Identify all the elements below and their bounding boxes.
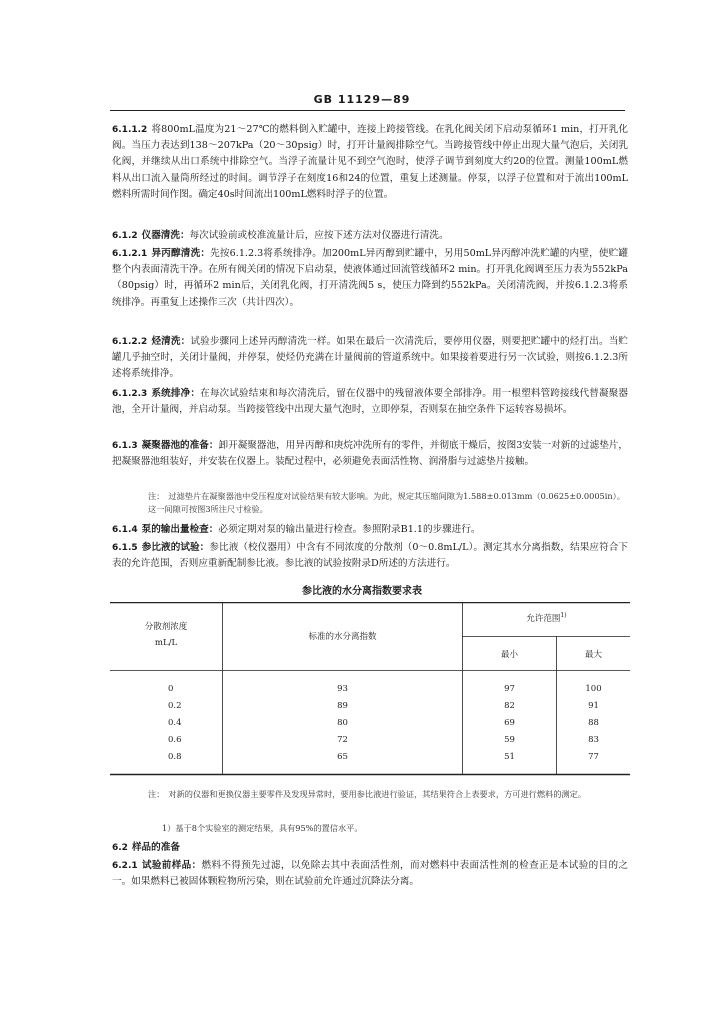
concentration-cell: 0 bbox=[168, 684, 174, 694]
note-text: 对新的仪器和更换仪器主要零件及发现异常时，要用参比液进行验证，其结果符合上表要求，方可进行燃料的测定。 bbox=[168, 789, 586, 799]
clause-number: 6.1.1.2 bbox=[112, 125, 148, 135]
para-6-1-2 bbox=[112, 228, 628, 244]
clause-text: 必须定期对泵的输出量进行检查。参照附录B1.1的步骤进行。 bbox=[218, 524, 481, 535]
note-text: 过滤垫片在凝聚器池中受压程度对试验结果有较大影响。为此，规定其压缩间隙为1.588±0.013mm（0.0625±0.0005in）。这一间隙可按图3所注尺寸检验。 bbox=[148, 491, 625, 514]
clause-text: 卸开凝聚器池，用异丙醇和庚烷冲洗所有的零件，并彻底干燥后，按图3安装一对新的过滤垫片，把凝聚器池组装好，并安装在仪器上。装配过程中，必须避免表面活性物、润滑脂与过滤垫片接触。 bbox=[112, 440, 629, 468]
header-min: 最小 bbox=[500, 650, 518, 660]
clause-number: 6.2 bbox=[112, 843, 128, 853]
concentration-cell: 0.6 bbox=[168, 735, 182, 745]
note-filter-gap bbox=[148, 490, 630, 516]
para-6-1-2-2 bbox=[112, 334, 628, 383]
para-6-2-1 bbox=[112, 858, 628, 890]
min-cell: 97 bbox=[504, 684, 515, 694]
header-allowable-range bbox=[463, 612, 630, 624]
clause-text: 先按6.1.2.3将系统排净。加200mL异丙醇到贮罐中，另用50mL异丙醇冲洗贮罐的内壁，使贮罐整个内表面清洗干净。在所有阀关闭的情况下启动泵，使液体通过回流管线循环2 min。打开乳化阀调至压力表为552kPa（80psig）时，再循环2 min后，关闭乳化阀，打开清洗阀5 s，使压力降到约552kPa。关闭清洗阀，并按6.1.2.3将系统排净。再重复上述操作三次（共计四次）。 bbox=[112, 248, 628, 308]
note-verification bbox=[148, 788, 630, 801]
clause-text: 燃料不得预先过滤，以免除去其中表面活性剂，而对燃料中表面活性剂的检查正是本试验的目的之一。如果燃料已被固体颗粒物所污染，则在试验前允许通过沉降法分离。 bbox=[112, 860, 629, 888]
reference-fluid-table bbox=[110, 602, 630, 776]
header-max: 最大 bbox=[584, 650, 602, 660]
note-label: 注： bbox=[148, 789, 165, 799]
min-cell: 51 bbox=[504, 752, 515, 762]
standard-index-cell: 93 bbox=[337, 684, 348, 694]
footnote: 1）基于8个实验室的测定结果，具有95%的置信水平。 bbox=[162, 823, 363, 833]
clause-title: 试验前样品： bbox=[141, 860, 202, 871]
clause-title: 异丙醇清洗： bbox=[151, 248, 211, 259]
min-cell: 82 bbox=[504, 701, 515, 711]
clause-number: 6.1.2 bbox=[112, 231, 138, 241]
range-label: 允许范围 bbox=[526, 614, 561, 624]
header-standard-index: 标准的水分离指数 bbox=[308, 632, 377, 642]
header-rule bbox=[110, 110, 625, 111]
clause-title: 烃清洗： bbox=[151, 336, 191, 347]
header-concentration: 分散剂浓度 bbox=[144, 622, 188, 632]
clause-text: 试验步骤同上述异丙醇清洗一样。如果在最后一次清洗后，要停用仪器，则要把贮罐中的烃打出。当贮罐几乎抽空时，关闭计量阀，并停泵，使烃仍充满在计量阀前的管道系统中。如果接着要进行另一次试验，则按6.1.2.3所述将系统排净。 bbox=[112, 336, 629, 380]
para-6-1-2-3 bbox=[112, 386, 628, 418]
clause-number: 6.1.2.3 bbox=[112, 389, 148, 399]
para-6-1-5 bbox=[112, 540, 628, 572]
clause-number: 6.1.2.2 bbox=[112, 337, 148, 347]
para-6-1-4 bbox=[112, 522, 628, 538]
clause-text: 将800mL温度为21～27℃的燃料倒入贮罐中，连接上跨接管线。在乳化阀关闭下启动泵循环1 min，打开乳化阀。当压力表达到138～207kPa（20～30psig）时，打开计量阀排除空气。当跨接管线中停止出现大量气泡后，关闭乳化阀，并继续从出口系统中排除空气。当浮子流量计见不到空气泡时，使浮子调节到刻度大约20的位置。测量100mL燃料从出口流入量筒所经过的时间。调节浮子在刻度16和24的位置，重复上述测量。停泵，以浮子位置和对于流出100mL燃料所需时间作图。确定40s时间流出100mL燃料时浮子的位置。 bbox=[112, 124, 628, 200]
clause-title: 系统排净： bbox=[151, 388, 201, 399]
max-cell: 77 bbox=[588, 752, 599, 762]
clause-number: 6.1.4 bbox=[112, 525, 138, 535]
para-6-1-1-2 bbox=[112, 122, 628, 203]
concentration-cell: 0.8 bbox=[168, 752, 182, 762]
concentration-cell: 0.4 bbox=[168, 718, 182, 728]
range-footnote-ref: 1) bbox=[560, 612, 567, 620]
standard-index-cell: 89 bbox=[337, 701, 348, 711]
max-cell: 100 bbox=[585, 684, 602, 694]
clause-text: 每次试验前或校准流量计后，应按下述方法对仪器进行清洗。 bbox=[189, 230, 449, 241]
clause-title: 凝聚器池的准备： bbox=[141, 440, 219, 451]
clause-text: 在每次试验结束和每次清洗后，留在仪器中的残留液体要全部排净。用一根塑料管跨接线代替凝聚器池，全开计量阀，并启动泵。当跨接管线中出现大量气泡时，立即停泵，否则泵在抽空条件下运转容易损坏。 bbox=[112, 388, 629, 416]
clause-title: 样品的准备 bbox=[131, 842, 180, 853]
para-6-2 bbox=[112, 840, 628, 856]
clause-number: 6.1.3 bbox=[112, 441, 138, 451]
clause-number: 6.2.1 bbox=[112, 861, 138, 871]
standard-index-cell: 72 bbox=[337, 735, 348, 745]
min-cell: 69 bbox=[504, 718, 515, 728]
clause-title: 参比液的试验： bbox=[141, 542, 210, 553]
clause-text: 参比液（校仪器用）中含有不同浓度的分散剂（0～0.8mL/L）。测定其水分离指数，结果应符合下表的允许范围，否则应重新配制参比液。参比液的试验按附录D所述的方法进行。 bbox=[112, 542, 628, 570]
header-concentration-unit: mL/L bbox=[154, 638, 178, 648]
para-6-1-2-1 bbox=[112, 246, 628, 311]
clause-number: 6.1.5 bbox=[112, 543, 138, 553]
max-cell: 91 bbox=[588, 701, 599, 711]
max-cell: 88 bbox=[588, 718, 599, 728]
para-6-1-3 bbox=[112, 438, 628, 470]
table-title: 参比液的水分离指数要求表 bbox=[302, 586, 422, 597]
clause-title: 泵的输出量检查： bbox=[141, 524, 219, 535]
clause-title: 仪器清洗： bbox=[141, 230, 190, 241]
clause-number: 6.1.2.1 bbox=[112, 249, 148, 259]
note-label: 注： bbox=[148, 491, 165, 501]
concentration-cell: 0.2 bbox=[168, 701, 182, 711]
standard-index-cell: 65 bbox=[337, 752, 348, 762]
standard-header: GB 11129—89 bbox=[313, 93, 411, 106]
standard-index-cell: 80 bbox=[337, 718, 348, 728]
min-cell: 59 bbox=[504, 735, 515, 745]
max-cell: 83 bbox=[588, 735, 599, 745]
